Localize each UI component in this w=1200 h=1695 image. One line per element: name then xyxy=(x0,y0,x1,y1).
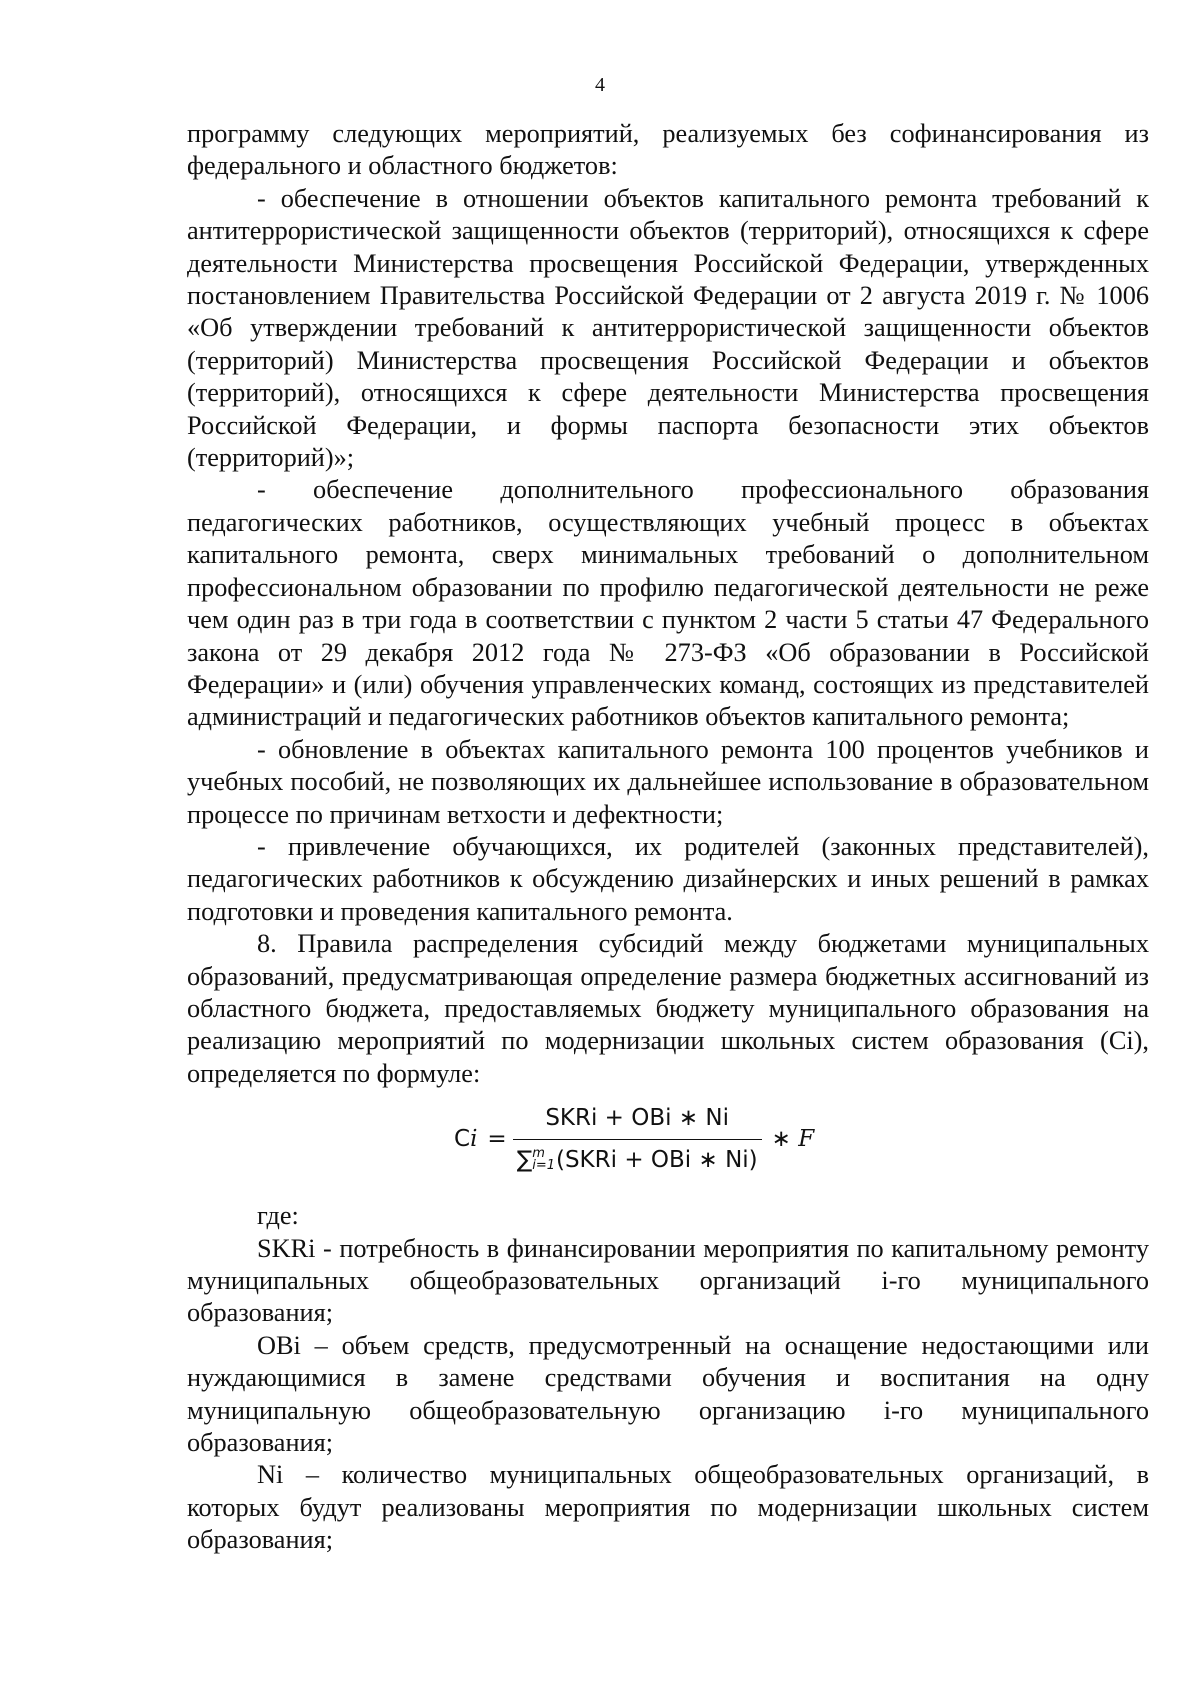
sum-upper-limit: m xyxy=(532,1146,545,1162)
paragraphs-after-formula xyxy=(187,1200,1149,1556)
sum-limits xyxy=(532,1148,555,1172)
document-body xyxy=(187,118,1149,1557)
denominator-body: (SKRi + OBi ∗ Ni) xyxy=(555,1146,758,1173)
paragraphs-before-formula xyxy=(187,118,1149,1090)
sum-lower-limit: i=1 xyxy=(532,1158,555,1174)
formula-factor: F xyxy=(798,1125,815,1152)
formula-rhs xyxy=(772,1123,815,1155)
formula-fraction xyxy=(513,1102,762,1176)
paragraph: где: xyxy=(257,1201,299,1231)
paragraph: - обновление в объектах капитального ремонта 100 процентов учебников и учебных пособий, не позволяющих их дальнейшее использование в образовательном процессе по причинам ветхости и дефектности; xyxy=(187,734,1149,829)
paragraph: - обеспечение в отношении объектов капитального ремонта требований к антитеррористической защищенности объектов (территорий), относящихся к сфере деятельности Министерства просвещения Российской Федерации, утвержденных постановлением Правительства Российской Федерации от 2 августа 2019 г. № 1006 «Об утверждении требований к антитеррористической защищенности объектов (территорий) Министерства просвещения Российской Федерации и объектов (территорий), относящихся к сфере деятельности Министерства просвещения Российской Федерации, и формы паспорта безопасности этих объектов (территорий)»; xyxy=(187,183,1149,473)
page-number: 4 xyxy=(595,74,605,96)
formula-denominator xyxy=(513,1140,762,1176)
paragraph: - обеспечение дополнительного профессионального образования педагогических работников, осуществляющих учебный процесс в объектах капитального ремонта, сверх минимальных требований о дополнительном профессиональном образовании по профилю педагогической деятельности не реже чем один раз в три года в соответствии с пунктом 2 части 5 статьи 47 Федерального закона от 29 декабря 2012 года № 273-ФЗ «Об образовании в Российской Федерации» и (или) обучения управленческих команд, состоящих из представителей администраций и педагогических работников объектов капитального ремонта; xyxy=(187,475,1149,732)
formula-block xyxy=(187,1090,1149,1200)
formula-operator: ∗ xyxy=(771,1125,791,1152)
formula-numerator: SKRi + OBi ∗ Ni xyxy=(545,1105,730,1132)
paragraph: - привлечение обучающихся, их родителей (законных представителей), педагогических работников к обсуждению дизайнерских и иных решений в рамках подготовки и проведения капитального ремонта. xyxy=(187,831,1149,926)
paragraph: SKRi - потребность в финансировании мероприятия по капитальному ремонту муниципальных общеобразовательных организаций i-го муниципального образования; xyxy=(187,1233,1149,1328)
paragraph: Ni – количество муниципальных общеобразовательных организаций, в которых будут реализованы мероприятия по модернизации школьных систем образования; xyxy=(187,1460,1149,1555)
formula-equals: = xyxy=(487,1125,507,1152)
sum-symbol: ∑ xyxy=(516,1146,533,1173)
formula-lhs-index: i xyxy=(470,1125,478,1152)
paragraph: программу следующих мероприятий, реализуемых без софинансирования из федерального и областного бюджетов: xyxy=(187,119,1149,181)
formula-lhs-letter: C xyxy=(454,1125,471,1152)
subsidy-formula xyxy=(454,1102,814,1176)
formula-lhs xyxy=(454,1123,477,1155)
paragraph: OBi – объем средств, предусмотренный на оснащение недостающими или нуждающимися в замене средствами обучения и воспитания на одну муниципальную общеобразовательную организацию i-го муниципального образования; xyxy=(187,1330,1149,1458)
paragraph: 8. Правила распределения субсидий между бюджетами муниципальных образований, предусматривающая определение размера бюджетных ассигнований из областного бюджета, предоставляемых бюджету муниципального образования на реализацию мероприятий по модернизации школьных систем образования (Ci), определяется по формуле: xyxy=(187,929,1149,1088)
